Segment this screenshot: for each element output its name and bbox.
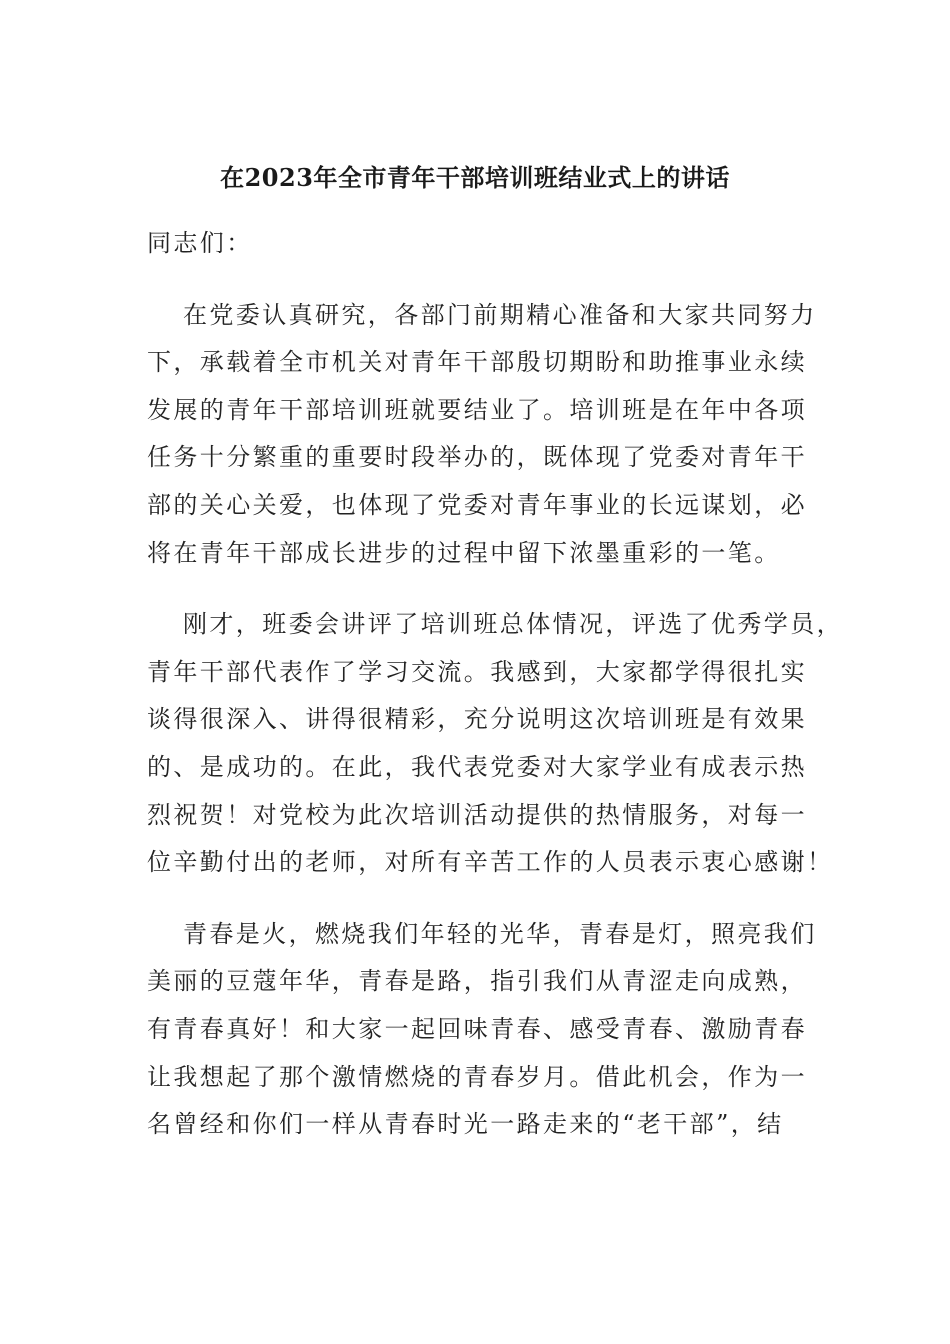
paragraph-line: 青年干部代表作了学习交流。我感到，大家都学得很扎实 [147,657,807,686]
paragraph-line: 名曾经和你们一样从青春时光一路走来的“老干部”，结 [147,1110,784,1139]
document-body [147,220,843,1149]
paragraph-spacer [147,577,807,601]
paragraph-line: 谈得很深入、讲得很精彩，充分说明这次培训班是有效果 [147,705,807,734]
paragraph-line: 的、是成功的。在此，我代表党委对大家学业有成表示热 [147,752,807,781]
paragraph-line: 刚才，班委会讲评了培训班总体情况，评选了优秀学员， [183,610,843,639]
paragraph-spacer [147,268,807,292]
paragraph-line: 发展的青年干部培训班就要结业了。培训班是在年中各项 [147,395,807,424]
paragraph-1 [147,292,817,578]
paragraph-line: 下，承载着全市机关对青年干部殷切期盼和助推事业永续 [147,348,807,377]
paragraph-spacer [147,887,807,911]
document-title: 在2023年全市青年干部培训班结业式上的讲话 [220,163,730,192]
paragraph-line: 美丽的豆蔻年华，青春是路，指引我们从青涩走向成熟， [147,967,807,996]
paragraph-line: 有青春真好！和大家一起回味青春、感受青春、激励青春 [147,1014,807,1043]
paragraph-3 [147,911,817,1149]
paragraph-line: 任务十分繁重的重要时段举办的，既体现了党委对青年干 [147,443,807,472]
paragraph-line: 烈祝贺！对党校为此次培训活动提供的热情服务，对每一 [147,800,807,829]
paragraph-line: 青春是火，燃烧我们年轻的光华，青春是灯，照亮我们 [183,919,817,948]
paragraph-line: 在党委认真研究，各部门前期精心准备和大家共同努力 [183,300,817,329]
paragraph-line: 位辛勤付出的老师，对所有辛苦工作的人员表示衷心感谢！ [147,848,834,877]
paragraph-line: 让我想起了那个激情燃烧的青春岁月。借此机会，作为一 [147,1062,807,1091]
paragraph-2 [147,601,843,887]
paragraph-line: 部的关心关爱，也体现了党委对青年事业的长远谋划，必 [147,490,807,519]
salutation: 同志们： [147,229,253,257]
paragraph-line: 将在青年干部成长进步的过程中留下浓墨重彩的一笔。 [147,538,781,567]
